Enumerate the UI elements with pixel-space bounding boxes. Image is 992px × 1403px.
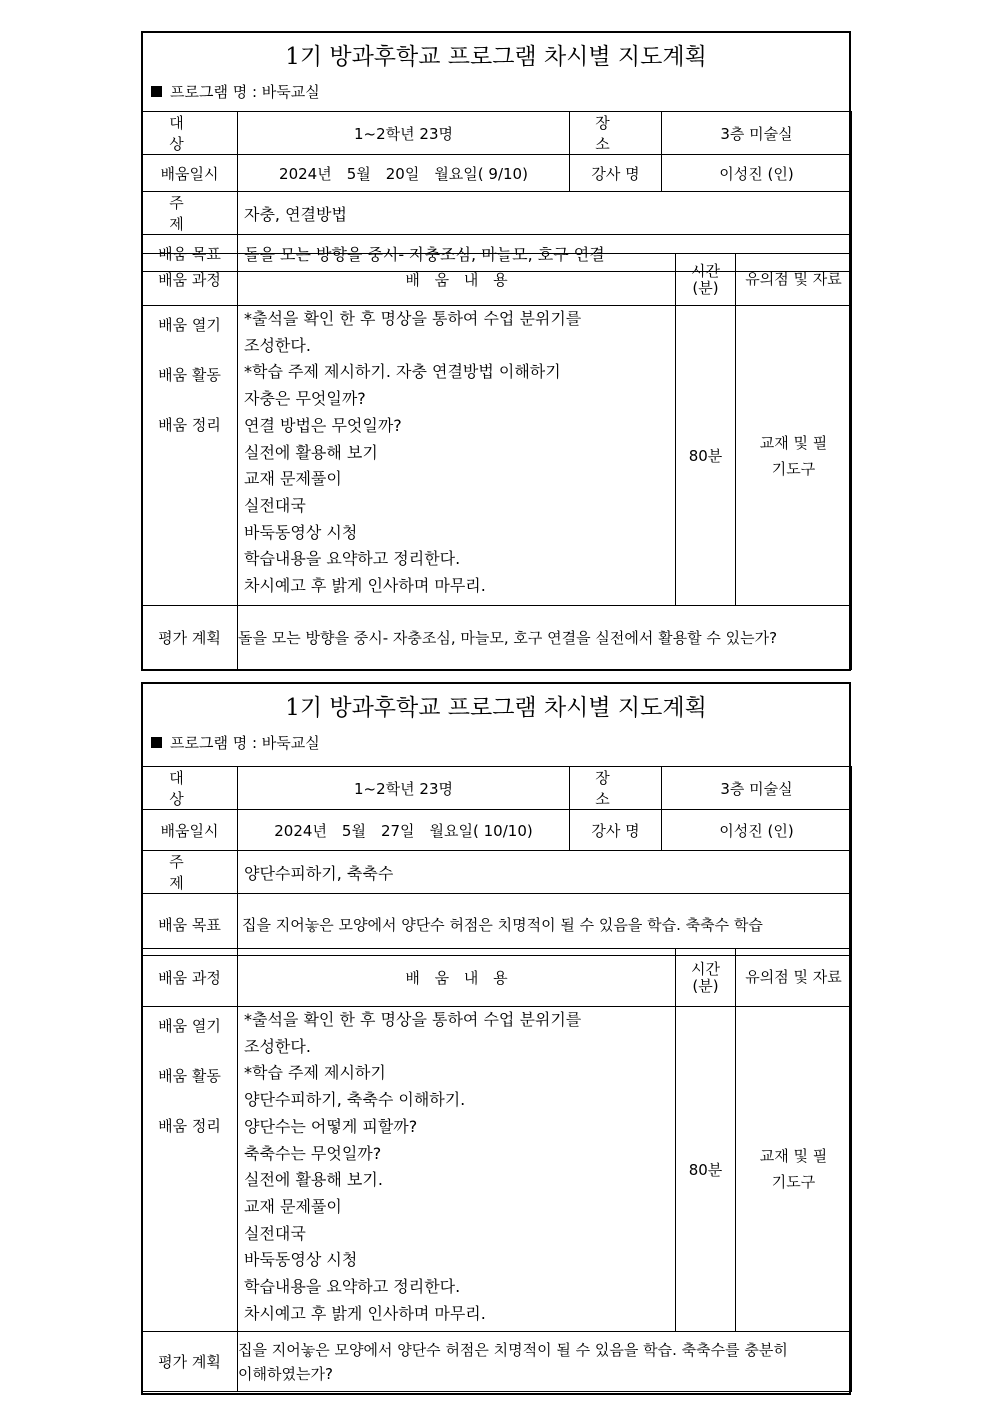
topic-label: 주 제 bbox=[142, 851, 238, 894]
content-line: 차시예고 후 밝게 인사하며 마무리. bbox=[244, 576, 486, 596]
stage-list bbox=[142, 1007, 238, 1332]
content-line: 실전대국 bbox=[244, 1223, 306, 1243]
content-line: 차시예고 후 밝게 인사하며 마무리. bbox=[244, 1303, 486, 1323]
notes-value: 교재 및 필기도구 bbox=[736, 306, 852, 606]
place-label: 장 소 bbox=[570, 767, 662, 810]
plan-table bbox=[141, 111, 852, 272]
goal-value: 돌을 모는 방향을 중시- 자충조심, 마늘모, 호구 연결 bbox=[238, 235, 852, 272]
lesson-plan-1 bbox=[141, 31, 851, 671]
notes-value: 교재 및 필기도구 bbox=[736, 1007, 852, 1332]
notes-label: 유의점 및 자료 bbox=[736, 254, 852, 306]
teacher-value: 이성진 (인) bbox=[662, 155, 852, 192]
program-name-text: 프로그램 명 : 바둑교실 bbox=[170, 734, 320, 752]
topic-value: 양단수피하기, 축축수 bbox=[238, 851, 852, 894]
notes-label: 유의점 및 자료 bbox=[736, 949, 852, 1007]
plan-title: 1기 방과후학교 프로그램 차시별 지도계획 bbox=[285, 695, 707, 721]
content-line: 학습내용을 요약하고 정리한다. bbox=[244, 549, 461, 569]
content-line: 축축수는 무엇일까? bbox=[244, 1143, 382, 1163]
eval-value: 돌을 모는 방향을 중시- 자충조심, 마늘모, 호구 연결을 실전에서 활용할 수 있는가? bbox=[238, 606, 852, 670]
content-line: *출석을 확인 한 후 명상을 통하여 수업 분위기를 bbox=[244, 1010, 582, 1029]
content-lines bbox=[238, 1007, 676, 1332]
square-bullet-icon bbox=[151, 86, 162, 97]
stage-wrapup: 배움 정리 bbox=[158, 1117, 221, 1135]
topic-value: 자충, 연결방법 bbox=[238, 192, 852, 235]
stage-activity: 배움 활동 bbox=[158, 1067, 221, 1085]
date-value: 2024년 5월 27일 월요일( 10/10) bbox=[238, 810, 570, 851]
stage-open: 배움 열기 bbox=[158, 1017, 221, 1035]
lesson-plan-2 bbox=[141, 682, 851, 1395]
plan-title: 1기 방과후학교 프로그램 차시별 지도계획 bbox=[285, 44, 707, 70]
stage-open: 배움 열기 bbox=[158, 316, 221, 334]
stage-activity: 배움 활동 bbox=[158, 366, 221, 384]
stage-list bbox=[142, 306, 238, 606]
place-value: 3층 미술실 bbox=[662, 767, 852, 810]
content-line: *학습 주제 제시하기. 자충 연결방법 이해하기 bbox=[244, 362, 561, 382]
content-line: 조성한다. bbox=[244, 335, 311, 355]
place-label: 장 소 bbox=[570, 112, 662, 155]
square-bullet-icon bbox=[151, 737, 162, 748]
content-line: 실전에 활용해 보기. bbox=[244, 1170, 383, 1190]
eval-value: 집을 지어놓은 모양에서 양단수 허점은 치명적이 될 수 있음을 학습. 축축수를 충분히 이해하였는가? bbox=[238, 1332, 852, 1392]
content-line: 실전대국 bbox=[244, 495, 306, 515]
content-line: 바둑동영상 시청 bbox=[244, 522, 358, 542]
target-value: 1~2학년 23명 bbox=[238, 767, 570, 810]
target-label: 대 상 bbox=[142, 767, 238, 810]
program-name-text: 프로그램 명 : 바둑교실 bbox=[170, 83, 320, 101]
stage-wrapup: 배움 정리 bbox=[158, 416, 221, 434]
teacher-label: 강사 명 bbox=[570, 810, 662, 851]
content-line: 학습내용을 요약하고 정리한다. bbox=[244, 1277, 461, 1297]
eval-label: 평가 계획 bbox=[142, 606, 238, 670]
time-value: 80분 bbox=[676, 306, 736, 606]
goal-label: 배움 목표 bbox=[142, 235, 238, 272]
teacher-value: 이성진 (인) bbox=[662, 810, 852, 851]
content-line: 교재 문제풀이 bbox=[244, 469, 342, 489]
content-line: 조성한다. bbox=[244, 1036, 311, 1056]
program-name bbox=[151, 732, 320, 754]
content-table bbox=[141, 253, 852, 670]
content-line: *출석을 확인 한 후 명상을 통하여 수업 분위기를 bbox=[244, 309, 582, 328]
date-label: 배움일시 bbox=[142, 810, 238, 851]
content-lines bbox=[238, 306, 676, 606]
content-line: 연결 방법은 무엇일까? bbox=[244, 415, 402, 435]
time-value: 80분 bbox=[676, 1007, 736, 1332]
content-line: *학습 주제 제시하기 bbox=[244, 1063, 386, 1083]
process-label: 배움 과정 bbox=[142, 254, 238, 306]
content-line: 바둑동영상 시청 bbox=[244, 1250, 358, 1270]
goal-label: 배움 목표 bbox=[142, 894, 238, 956]
date-value: 2024년 5월 20일 월요일( 9/10) bbox=[238, 155, 570, 192]
content-label: 배 움 내 용 bbox=[238, 254, 676, 306]
date-label: 배움일시 bbox=[142, 155, 238, 192]
content-line: 자충은 무엇일까? bbox=[244, 389, 366, 409]
program-name bbox=[151, 81, 320, 103]
content-line: 양단수피하기, 축축수 이해하기. bbox=[244, 1090, 466, 1110]
eval-label: 평가 계획 bbox=[142, 1332, 238, 1392]
goal-value: 집을 지어놓은 모양에서 양단수 허점은 치명적이 될 수 있음을 학습. 축축수 학습 bbox=[238, 894, 852, 956]
content-label: 배 움 내 용 bbox=[238, 949, 676, 1007]
plan-table bbox=[141, 766, 852, 956]
content-line: 교재 문제풀이 bbox=[244, 1196, 342, 1216]
content-line: 실전에 활용해 보기 bbox=[244, 442, 378, 462]
topic-label: 주 제 bbox=[142, 192, 238, 235]
content-table bbox=[141, 948, 852, 1392]
process-label: 배움 과정 bbox=[142, 949, 238, 1007]
time-label: 시간 (분) bbox=[676, 254, 736, 306]
time-label: 시간 (분) bbox=[676, 949, 736, 1007]
place-value: 3층 미술실 bbox=[662, 112, 852, 155]
target-value: 1~2학년 23명 bbox=[238, 112, 570, 155]
teacher-label: 강사 명 bbox=[570, 155, 662, 192]
content-line: 양단수는 어떻게 피할까? bbox=[244, 1116, 418, 1136]
target-label: 대 상 bbox=[142, 112, 238, 155]
